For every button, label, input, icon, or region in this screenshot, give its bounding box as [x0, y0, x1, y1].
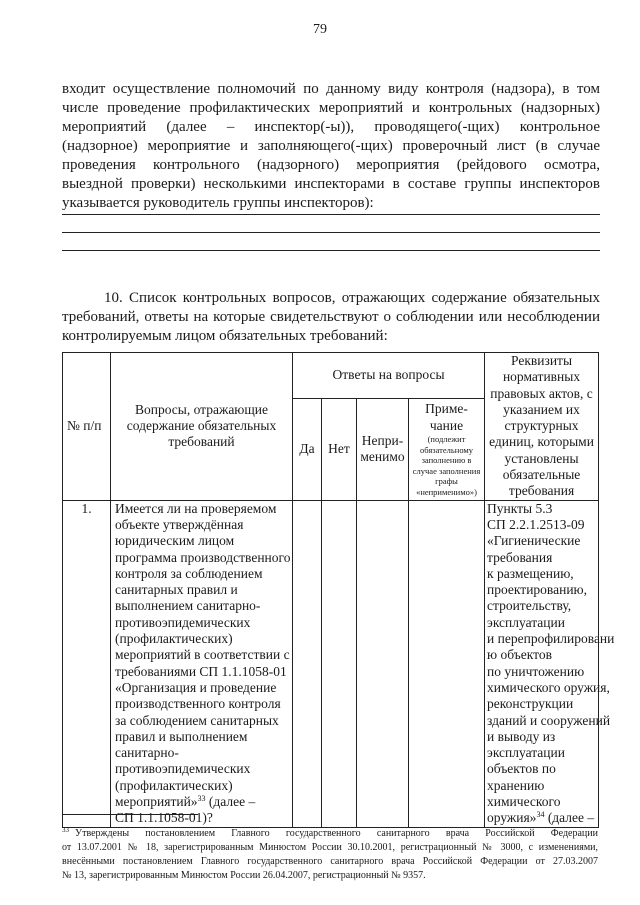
question-line: юридическим лицом — [115, 533, 235, 549]
question-line: «Организация и проведение — [115, 679, 277, 695]
question-line-text: (далее – — [205, 794, 256, 810]
header-not-applicable: Непри-менимо — [357, 398, 409, 500]
question-line: контроля за соблюдением — [115, 565, 263, 581]
answer-no-cell — [322, 500, 357, 827]
answer-note-cell — [409, 500, 485, 827]
question-line: выполнением санитарно- — [115, 598, 261, 614]
checklist-table — [62, 352, 615, 828]
header-answers: Ответы на вопросы — [293, 353, 485, 399]
header-note-hint: (подлежит обязательному заполнению в случае заполнения графы «неприменимо») — [412, 434, 481, 497]
section-heading — [62, 289, 600, 346]
requisites-line-text: оружия» — [487, 810, 537, 826]
intro-line: выездной проверки) несколькими инспекторами в составе группы инспекторов — [62, 176, 600, 192]
question-line: требованиями СП 1.1.1058-01 — [115, 663, 287, 679]
fill-in-line — [62, 214, 600, 215]
section-line: контролируемым лицом обязательных требований: — [62, 328, 388, 344]
header-requisites: Реквизиты нормативных правовых актов, с указанием их структурных единиц, которыми установлены обязательные требования — [485, 353, 599, 501]
intro-line: входит осуществление полномочий по данному виду контроля (надзора), в том — [62, 81, 600, 97]
question-line: за соблюдением санитарных — [115, 712, 279, 728]
answer-not-applicable-cell — [357, 500, 409, 827]
footnote-ref: 33 — [197, 794, 206, 804]
row-number: 1. — [63, 500, 111, 827]
requisites-line: Пункты 5.3 — [487, 500, 553, 516]
footnote-line: внесёнными постановлением Главного государственного санитарного врача Российской Федерации от 27.03.2007 — [62, 856, 598, 867]
requisites-line: строительству, — [487, 598, 572, 614]
footnote-ref: 34 — [536, 810, 545, 820]
fill-in-line — [62, 232, 600, 233]
requisites-line: проектированию, — [487, 582, 588, 598]
answer-yes-cell — [293, 500, 322, 827]
page-number: 79 — [313, 22, 327, 37]
intro-line: числе проведение профилактических мероприятий и контрольных (надзорных) — [62, 100, 600, 116]
header-yes: Да — [293, 398, 322, 500]
requisites-line: и выводу из — [487, 728, 556, 744]
question-line: мероприятий в соответствии с — [115, 647, 290, 663]
question-line: (профилактических) — [115, 777, 233, 793]
requisites-line: объектов по — [487, 761, 556, 777]
requisites-line: эксплуатации — [487, 614, 565, 630]
footnote-text: Утверждены постановлением Главного государственного санитарного врача Российской Федерации — [75, 828, 598, 839]
question-line: санитарных правил и — [115, 582, 238, 598]
requisites-line: хранению — [487, 777, 545, 793]
requisites-line: к размещению, — [487, 565, 574, 581]
footnote-mark: 33 — [62, 826, 69, 834]
row-question — [111, 500, 293, 827]
question-line: правил и выполнением — [115, 728, 248, 744]
intro-paragraph — [62, 80, 600, 213]
question-line: противоэпидемических — [115, 614, 251, 630]
requisites-line-text: (далее – — [544, 810, 595, 826]
requisites-line: зданий и сооружений — [487, 712, 611, 728]
header-note — [409, 398, 485, 500]
footnote-line — [62, 823, 598, 841]
header-note-label: Приме-чание — [425, 401, 468, 433]
question-line: санитарно- — [115, 745, 179, 761]
requisites-line: требования — [487, 549, 553, 565]
section-line: требований, ответы на которые свидетельствуют о соблюдении или несоблюдении — [62, 309, 600, 325]
requisites-line: и перепрофилировани — [487, 631, 615, 647]
footnote — [62, 823, 598, 883]
intro-line: проведения контрольного (надзорного) мероприятия (рейдового осмотра, — [62, 157, 600, 173]
requisites-line: ю объектов — [487, 647, 552, 663]
footnote-line: № 13, зарегистрированным Минюстом России 26.04.2007, регистрационный № 9357. — [62, 870, 426, 881]
question-line: противоэпидемических — [115, 761, 251, 777]
question-line: объекте утверждённая — [115, 516, 244, 532]
fill-in-line — [62, 250, 600, 251]
requisites-line: по уничтожению — [487, 663, 585, 679]
requisites-line: химического оружия, — [487, 679, 610, 695]
footnote-line: от 13.07.2001 № 18, зарегистрированным Минюстом России 30.10.2001, регистрационный № 3000, с изменениями, — [62, 842, 598, 853]
intro-line: указывается руководитель группы инспекторов): — [62, 195, 374, 211]
section-line: 10. Список контрольных вопросов, отражающих содержание обязательных — [104, 290, 600, 306]
question-line: программа производственного — [115, 549, 291, 565]
header-number: № п/п — [63, 353, 111, 501]
question-line — [115, 794, 288, 810]
question-line-text: мероприятий» — [115, 794, 198, 810]
table-row — [63, 500, 599, 827]
requisites-line: химического — [487, 794, 561, 810]
question-line: производственного контроля — [115, 696, 281, 712]
header-question: Вопросы, отражающие содержание обязательных требований — [111, 353, 293, 501]
footnote-separator — [62, 814, 198, 815]
requisites-line: СП 2.2.1.2513-09 — [487, 516, 585, 532]
intro-line: мероприятий (далее – инспектор(-ы)), проводящего(-щих) контрольное — [62, 119, 600, 135]
question-line: СП 1.1.1058-01)? — [115, 810, 213, 826]
intro-line: (надзорное) мероприятие и заполняющего(-щих) проверочный лист (в случае — [62, 138, 600, 154]
question-line: Имеется ли на проверяемом — [115, 500, 277, 516]
header-no: Нет — [322, 398, 357, 500]
requisites-line: эксплуатации — [487, 745, 565, 761]
question-line: (профилактических) — [115, 631, 233, 647]
row-requisites — [485, 500, 615, 827]
fill-in-lines — [62, 214, 600, 268]
requisites-line: «Гигиенические — [487, 533, 581, 549]
requisites-line: реконструкции — [487, 696, 574, 712]
